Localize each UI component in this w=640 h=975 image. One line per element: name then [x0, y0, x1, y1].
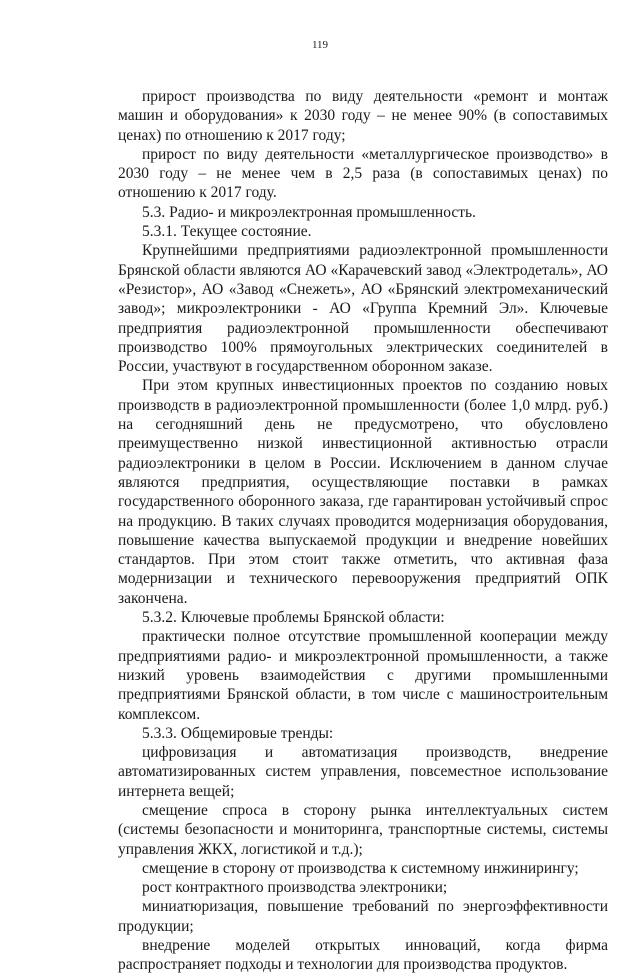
- trend-open-innovation: внедрение моделей открытых инноваций, когда фирма распространяет подходы и технологии для производства продуктов.: [118, 937, 608, 974]
- section-heading-5-3-2: 5.3.2. Ключевые проблемы Брянской области:: [142, 609, 445, 627]
- paragraph-investment-projects: При этом крупных инвестиционных проектов по созданию новых производств в радиоэлектронной промышленности (более 1,0 млрд. руб.) на сегодняшний день не предусмотрено, что обусловлено преимущественно низкой инвестиционной активностью отрасли радиоэлектроники в целом в России. Исключением в данном случае являются предприятия, осуществляющие поставки в рамках государственного оборонного заказа, где гарантирован устойчивый спрос на продукцию. В таких случаях проводится модернизация оборудования, повышение качества выпускаемой продукции и внедрение новейших стандартов. При этом стоит также отметить, что активная фаза модернизации и технического перевооружения предприятий ОПК закончена.: [118, 377, 608, 607]
- section-heading-5-3-3: 5.3.3. Общемировые тренды:: [142, 724, 334, 742]
- paragraph-largest-enterprises: Крупнейшими предприятиями радиоэлектронной промышленности Брянской области являются АО «Карачевский завод «Электродеталь», АО «Резистор», АО «Завод «Снежеть», АО «Брянский электромеханический завод»; микроэлектроники - АО «Группа Кремний Эл». Ключевые предприятия радиоэлектронной промышленности обеспечивают производство 100% прямоугольных электрических соединителей в России, участвуют в государственном оборонном заказе.: [118, 242, 608, 376]
- paragraph-repair-growth: прирост производства по виду деятельности «ремонт и монтаж машин и оборудования» к 2030 году – не менее 90% (в сопоставимых ценах) по отношению к 2017 году;: [118, 88, 608, 144]
- paragraph-cooperation-problem: практически полное отсутствие промышленной кооперации между предприятиями радио- и микроэлектронной промышленности, а также низкий уровень взаимодействия с другими промышленными предприятиями Брянской области, в том числе с машиностроительным комплексом.: [118, 628, 608, 723]
- trend-intelligent-systems: смещение спроса в сторону рынка интеллектуальных систем (системы безопасности и мониторинга, транспортные системы, системы управления ЖКХ, логистикой и т.д.);: [118, 801, 608, 858]
- trend-miniaturization: миниатюризация, повышение требований по энергоэффективности продукции;: [118, 898, 608, 935]
- section-heading-5-3-1: 5.3.1. Текущее состояние.: [142, 223, 312, 241]
- trend-system-engineering: смещение в сторону от производства к системному инжинирингу;: [142, 859, 579, 877]
- section-heading-5-3: 5.3. Радио- и микроэлектронная промышленность.: [142, 203, 476, 221]
- page-number: 119: [311, 39, 329, 51]
- paragraph-metallurgy-growth: прирост по виду деятельности «металлургическое производство» в 2030 году – не менее чем в 2,5 раза (в сопоставимых ценах) по отношению к 2017 году.: [118, 145, 608, 202]
- trend-digitalization: цифровизация и автоматизация производств, внедрение автоматизированных систем управления, повсеместное использование интернета вещей;: [118, 744, 608, 800]
- trend-contract-manufacturing: рост контрактного производства электроники;: [142, 879, 448, 897]
- document-body: [118, 87, 608, 975]
